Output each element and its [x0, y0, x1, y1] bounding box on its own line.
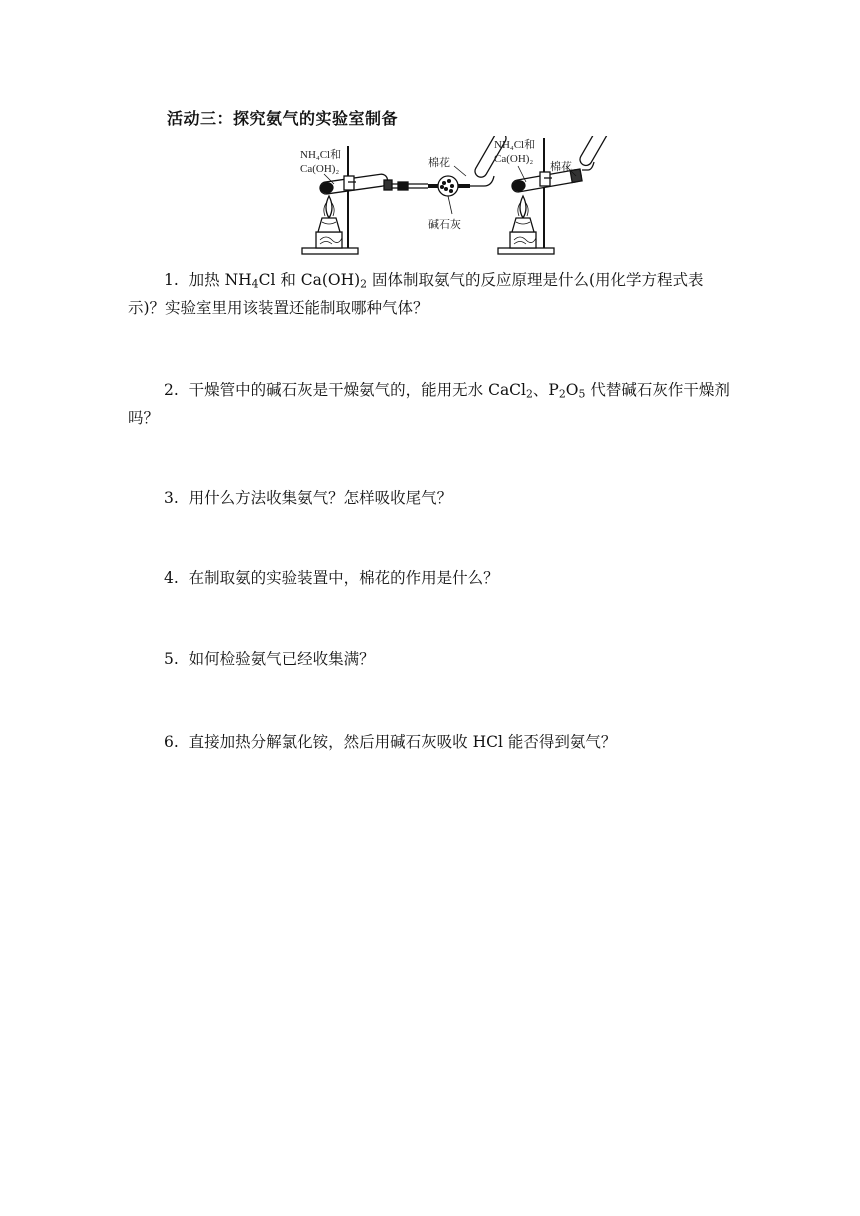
right-reagent-label-line1: NH₄Cl和 [494, 139, 536, 151]
left-stand-base [302, 248, 358, 254]
right-stand-base [498, 248, 554, 254]
question-2: 2. 干燥管中的碱石灰是干燥氨气的，能用无水 CaCl$_2$、$P_2O_5$ 代替碱石灰作干燥剂吗？ [128, 381, 730, 427]
question-number: 4. [164, 569, 179, 587]
left-reagent-label-line1: NH₄Cl和 [300, 149, 342, 161]
question-6 [128, 728, 734, 756]
right-flame [520, 196, 526, 218]
left-stopper [384, 180, 392, 190]
question-number: 1. [164, 271, 179, 289]
question-text: 在制取氨的实验装置中，棉花的作用是什么？ [188, 569, 499, 587]
right-alcohol-lamp [512, 218, 534, 232]
activity-heading: 活动三：探究氨气的实验室制备 [167, 109, 399, 128]
right-cotton-label: 棉花 [550, 161, 572, 173]
question-number: 3. [164, 489, 179, 507]
question-text: 直接加热分解氯化铵，然后用碱石灰吸收 HCl 能否得到氨气？ [188, 733, 617, 751]
left-clamp [344, 176, 354, 190]
question-number: 5. [164, 650, 179, 668]
soda-lime-label: 碱石灰 [428, 219, 461, 231]
left-reagent-label-line2: Ca(OH)₂ [300, 163, 340, 175]
question-text: 用什么方法收集氨气？怎样吸收尾气？ [188, 489, 453, 507]
question-5 [128, 645, 734, 673]
right-clamp [540, 172, 550, 186]
left-flame [326, 196, 332, 218]
left-alcohol-lamp [318, 218, 340, 232]
right-wood-block [510, 232, 536, 248]
right-reagent-label-line2: Ca(OH)₂ [494, 153, 534, 165]
question-3 [128, 484, 734, 512]
left-cotton-label: 棉花 [428, 157, 450, 169]
question-4 [128, 564, 734, 592]
right-collection-tube [578, 136, 613, 168]
question-number: 6. [164, 733, 179, 751]
left-wood-block [316, 232, 342, 248]
question-text: 如何检验氨气已经收集满？ [188, 650, 375, 668]
ammonia-apparatus-diagram [296, 136, 618, 258]
apparatus-figure [296, 136, 618, 258]
question-1: 1. 加热 $NH_4Cl$ 和 $Ca(OH)_2$ 固体制取氨气的反应原理是什么(用化学方程式表示)？实验室里用该装置还能制取哪种气体？ [128, 271, 704, 317]
question-number: 2. [164, 381, 179, 399]
